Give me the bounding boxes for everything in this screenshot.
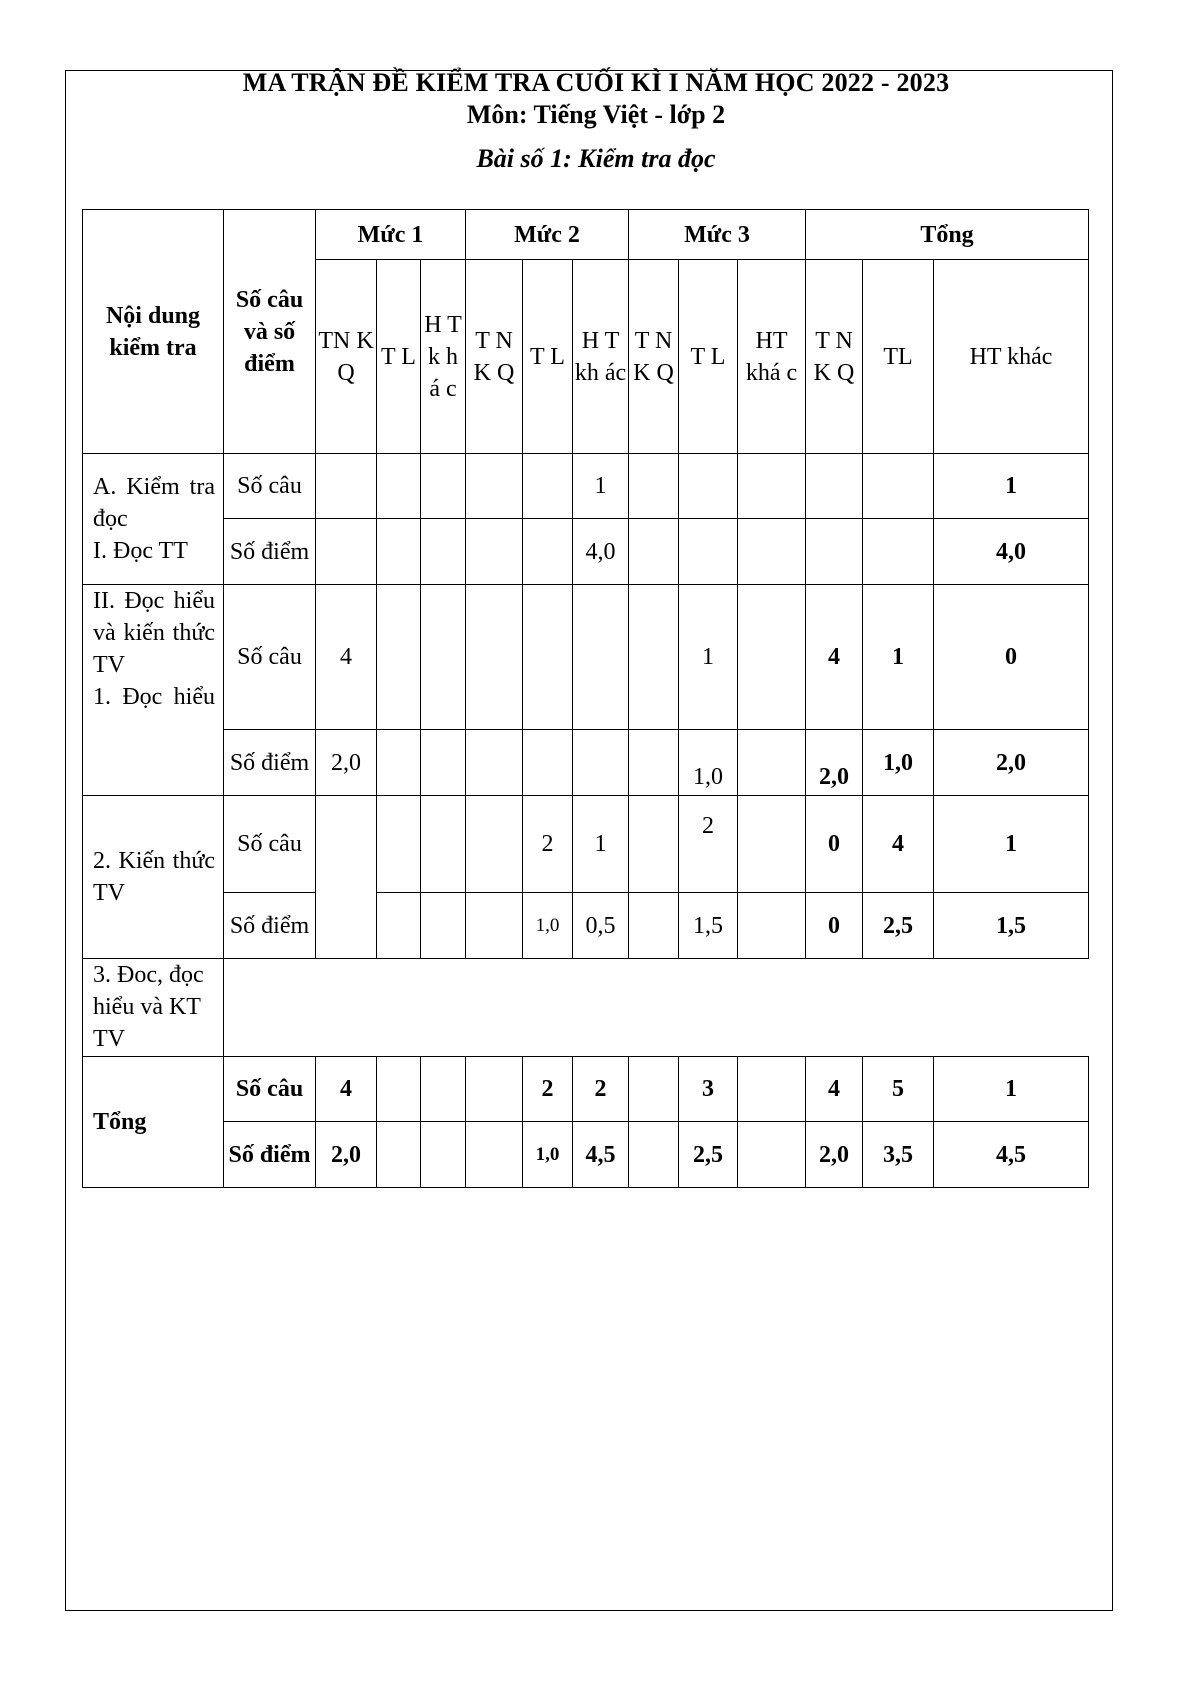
cell — [377, 1057, 421, 1122]
cell — [738, 1122, 806, 1188]
cell: 0 — [806, 796, 863, 893]
cell: 4 — [863, 796, 934, 893]
cell — [421, 1122, 466, 1188]
header-m2-tnkq: T N K Q — [466, 260, 523, 454]
row-label-doc-tt: A. Kiểm tra đọc I. Đọc TT — [83, 454, 224, 585]
row-label-doc-hieu: II. Đọc hiểu và kiến thức TV 1. Đọc hiểu — [83, 585, 224, 796]
table-row — [83, 1122, 1089, 1188]
cell — [738, 1057, 806, 1122]
cell: 1 — [573, 454, 629, 519]
cell: 2,0 — [316, 730, 377, 796]
label-so-cau: Số câu — [224, 796, 316, 893]
cell: 2,0 — [806, 1122, 863, 1188]
label-so-diem: Số điểm — [224, 730, 316, 796]
cell: 1,0 — [523, 893, 573, 959]
cell: 1,0 — [863, 730, 934, 796]
header-level-1: Mức 1 — [316, 210, 466, 260]
cell: 0 — [934, 585, 1089, 730]
header-m2-ht: H T kh ác — [573, 260, 629, 454]
label-so-diem: Số điểm — [224, 893, 316, 959]
cell: 1,0 — [679, 730, 738, 796]
header-m1-tnkq: TN K Q — [316, 260, 377, 454]
table-row — [83, 730, 1089, 796]
header-m3-ht: HT khá c — [738, 260, 806, 454]
cell — [466, 1122, 523, 1188]
cell: 0,5 — [573, 893, 629, 959]
cell: 2,0 — [806, 730, 863, 796]
cell: 4 — [806, 585, 863, 730]
subject-line: Môn: Tiếng Việt - lớp 2 — [466, 100, 726, 129]
cell: 2,5 — [863, 893, 934, 959]
cell: 2,0 — [316, 1122, 377, 1188]
table-row — [83, 959, 1089, 1057]
cell: 2 — [573, 1057, 629, 1122]
cell: 1,5 — [679, 893, 738, 959]
label-so-diem: Số điểm — [224, 519, 316, 585]
header-m3-tl: T L — [679, 260, 738, 454]
cell: 3,5 — [863, 1122, 934, 1188]
table-row — [83, 454, 1089, 519]
cell — [377, 1122, 421, 1188]
cell: 2 — [523, 1057, 573, 1122]
table-row — [83, 893, 1089, 959]
header-m3-tnkq: T N K Q — [629, 260, 679, 454]
header-m1-tl: T L — [377, 260, 421, 454]
cell: 4,5 — [934, 1122, 1089, 1188]
row-label-doc-kt: 3. Đoc, đọc hiểu và KT TV — [83, 959, 224, 1057]
cell — [629, 1122, 679, 1188]
cell: 5 — [863, 1057, 934, 1122]
cell: 4,0 — [934, 519, 1089, 585]
row-label-kien-thuc: 2. Kiến thức TV — [83, 796, 224, 959]
header-content: Nội dung kiểm tra — [83, 210, 224, 454]
cell: 1,0 — [523, 1122, 573, 1188]
header-total-tl: TL — [863, 260, 934, 454]
label-so-cau: Số câu — [224, 1057, 316, 1122]
table-row — [83, 519, 1089, 585]
cell: 1 — [934, 796, 1089, 893]
cell: 1 — [934, 454, 1089, 519]
label-so-cau: Số câu — [224, 585, 316, 730]
header-row-levels — [83, 210, 1089, 260]
cell: 2 — [523, 796, 573, 893]
cell: 4 — [806, 1057, 863, 1122]
document-title: MA TRẬN ĐỀ KIỂM TRA CUỐI KÌ I NĂM HỌC 2022 - 2023 — [242, 68, 950, 97]
cell: 1 — [934, 1057, 1089, 1122]
cell: 4,0 — [573, 519, 629, 585]
cell: 1 — [573, 796, 629, 893]
cell: 1 — [679, 585, 738, 730]
row-label-tong: Tổng — [83, 1057, 224, 1188]
cell: 1,5 — [934, 893, 1089, 959]
cell: 1 — [863, 585, 934, 730]
label-so-cau: Số câu — [224, 454, 316, 519]
cell: 4 — [316, 585, 377, 730]
cell: 2,0 — [934, 730, 1089, 796]
cell — [629, 1057, 679, 1122]
header-total-tnkq: T N K Q — [806, 260, 863, 454]
empty-span — [224, 959, 1089, 1057]
cell: 2,5 — [679, 1122, 738, 1188]
cell: 4,5 — [573, 1122, 629, 1188]
header-total: Tổng — [806, 210, 1089, 260]
table-row — [83, 796, 1089, 893]
label-so-diem: Số điểm — [224, 1122, 316, 1188]
cell: 0 — [806, 893, 863, 959]
cell — [421, 1057, 466, 1122]
table-row — [83, 1057, 1089, 1122]
header-m2-tl: T L — [523, 260, 573, 454]
header-total-ht: HT khác — [934, 260, 1089, 454]
header-m1-ht: H T k h á c — [421, 260, 466, 454]
header-count: Số câu và số điểm — [224, 210, 316, 454]
cell: 2 — [679, 796, 738, 893]
cell: 4 — [316, 1057, 377, 1122]
header-level-2: Mức 2 — [466, 210, 629, 260]
cell: 3 — [679, 1057, 738, 1122]
header-level-3: Mức 3 — [629, 210, 806, 260]
section-title: Bài số 1: Kiểm tra đọc — [476, 144, 716, 173]
cell — [466, 1057, 523, 1122]
test-matrix-table — [82, 209, 1089, 1188]
table-row — [83, 585, 1089, 730]
